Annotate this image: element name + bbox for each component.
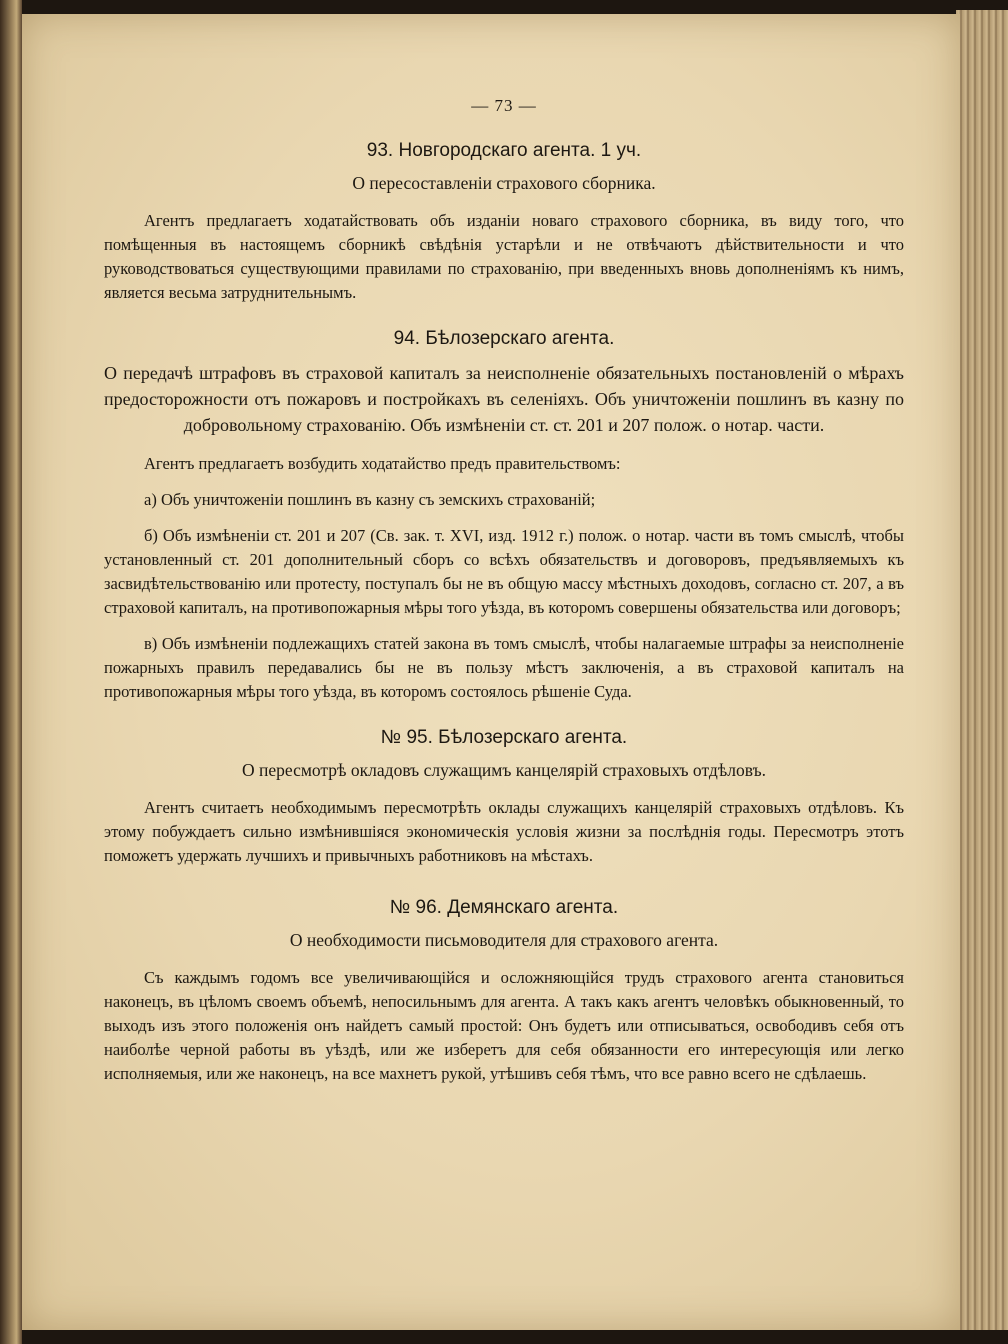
section-subtitle: О необходимости письмоводителя для страхового агента. — [289, 930, 719, 950]
section-96 — [104, 896, 904, 1086]
section-subtitle: О пересоставленіи страхового сборника. — [352, 173, 656, 193]
section-heading: 93. Новгородскаго агента. 1 уч. — [366, 140, 642, 161]
section-95 — [104, 726, 904, 868]
section-94 — [104, 327, 904, 704]
section-subtitle: О пересмотрѣ окладовъ служащимъ канцелярій страховыхъ отдѣловъ. — [241, 760, 767, 780]
book-page — [22, 14, 960, 1330]
paragraph: в) Объ измѣненіи подлежащихъ статей закона въ томъ смыслѣ, чтобы налагаемые штрафы за неисполненіе пожарныхъ правилъ передавались бы не въ пользу мѣстъ заключенія, а въ страховой капиталъ на противопожарныя мѣры того уѣзда, въ которомъ состоялось рѣшеніе Суда. — [104, 634, 904, 701]
paragraph: Агентъ предлагаетъ ходатайствовать объ изданіи новаго страхового сборника, въ виду того, что помѣщенныя въ настоящемъ сборникѣ свѣдѣнія устарѣли и не отвѣчаютъ дѣйствительности и что руководствоваться существующими правилами по страхованію, при введенныхъ вновь дополненіямъ къ нимъ, является весьма затруднительнымъ. — [104, 211, 904, 302]
section-heading: № 95. Бѣлозерскаго агента. — [380, 727, 628, 748]
paragraph: Агентъ считаетъ необходимымъ пересмотрѣть оклады служащихъ канцелярій страховыхъ отдѣловъ. Къ этому побуждаетъ сильно измѣнившіяся экономическія условія жизни за послѣднія годы. Пересмотръ этотъ поможетъ удержать лучшихъ и привычныхъ работниковъ на мѣстахъ. — [104, 798, 904, 865]
paragraph: б) Объ измѣненіи ст. 201 и 207 (Св. зак. т. XVI, изд. 1912 г.) полож. о нотар. части въ томъ смыслѣ, чтобы установленный ст. 201 дополнительный сборъ со всѣхъ обязательствъ и договоровъ, предъявляемыхъ къ засвидѣтельствованію или протесту, поступалъ бы не въ общую массу мѣстныхъ доходовъ, согласно ст. 207, а въ страховой капиталъ, на противопожарныя мѣры того уѣзда, въ которомъ совершены обязательства или договоръ; — [104, 526, 904, 617]
paragraph: Съ каждымъ годомъ все увеличивающійся и осложняющійся трудъ страхового агента становиться наконецъ, въ цѣломъ своемъ объемѣ, непосильнымъ для агента. А такъ какъ агентъ человѣкъ обыкновенный, то выходъ изъ этого положенія онъ найдетъ самый простой: Онъ будетъ или отписываться, освободивъ себя отъ наиболѣе черной работы въ уѣздѣ, или же изберетъ для себя обязанности его интересующія или легко исполняемыя, или же наконецъ, на все махнетъ рукой, утѣшивъ себя тѣмъ, что все равно всего не сдѣлаешь. — [104, 968, 904, 1083]
section-heading: 94. Бѣлозерскаго агента. — [393, 328, 615, 349]
page-number: — 73 — — [471, 96, 537, 115]
page-stack-edges — [956, 10, 1008, 1330]
page-content — [104, 94, 904, 1108]
left-page-edge — [0, 0, 22, 1344]
paragraph: а) Объ уничтоженіи пошлинъ въ казну съ земскихъ страхованій; — [144, 490, 596, 509]
paragraph: Агентъ предлагаетъ возбудить ходатайство предъ правительствомъ: — [144, 454, 621, 473]
section-heading: № 96. Демянскаго агента. — [389, 897, 619, 918]
section-93 — [104, 139, 904, 305]
section-subtitle: О передачѣ штрафовъ въ страховой капиталъ за неисполненіе обязательныхъ постановленій о мѣрахъ предосторожности отъ пожаровъ и постройкахъ въ селеніяхъ. Объ уничтоженіи пошлинъ въ казну по добровольному страхованію. Объ измѣненіи ст. ст. 201 и 207 полож. о нотар. части. — [104, 363, 904, 435]
